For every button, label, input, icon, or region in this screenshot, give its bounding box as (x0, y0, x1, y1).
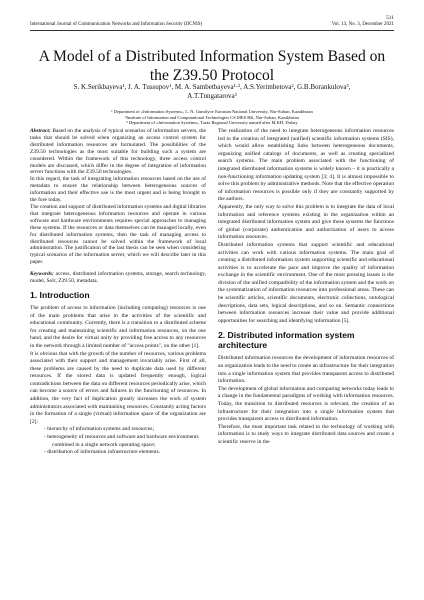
abstract-paragraph: In this regard, the task of integrating information resources based on the use of metadata to ensure the relationship between heterogeneous sources of information and their effective use is the most urgent and is being brought to the fore today. (30, 176, 206, 204)
section-heading-introduction: 1. Introduction (30, 289, 90, 300)
body-paragraph: Therefore, the most important task related to the technology of working with information is to study ways to integrate distributed data sources and create a scientific reserve in the (218, 423, 394, 445)
journal-name: International Journal of Communication Networks and Information Security (IJCNIS) (30, 22, 203, 27)
body-paragraph: Distributed information systems that support scientific and educational activities can work with various information systems. The main goal of creating a distributed information system supporting scientific and educational activities is to accelerate the pace and improve the quality of information exchange in the scientific environment. One of the most pressing issues is the division of the unified compatibility of the information system and the work on the systematization of information resources into professional areas. These can be scientific articles, scientific documents, electronic collections, ontological descriptions, data sets, logical descriptions, and so on. Semantic connections between information resources increase their value and provide additional opportunities for searching and identifying information [5]. (218, 241, 394, 324)
keywords (30, 271, 206, 285)
abstract-paragraph: The creation and support of distributed information systems and digital libraries that integrate heterogeneous information resources and operate in various software and hardware environments requires special approaches to managing these systems. If the resources or data themselves can be managed locally, even for distributed information systems, then the task of managing access to distributed resources cannot be solved within the framework of local administration. The justification of the last thesis can be seen when considering typical scenarios of the information server, which we will describe later in this paper. (30, 203, 206, 266)
affiliation: ²Institute of Information and Computational Technologies CS MES RK, Nur-Sultan, Kazakhstan (125, 114, 299, 120)
keywords-text: access, distributed information systems, storage, search technology, model, Solr, Z39.50, metadata. (30, 271, 206, 285)
body-paragraph: The realization of the need to integrate heterogeneous information resources led to the creation of integrated (unified) scientific information systems (SIS), which would allow establishing links between heterogeneous documents, organizing unified catalogs of documents, as well as creating specialized search systems. The main problem associated with the functioning of integrated distributed information systems is widely known – it is practically a non-functioning information updating system [3; 4]. It is almost impossible to solve this problem by administrative methods. Note that the effective operation of information resources is possible only if they are constantly supported by the authors. (218, 128, 394, 203)
affiliation: ³ Department of «Information Systems», Taraz Regional University named after M.KH. Dulaty (126, 120, 298, 126)
abstract-label: Abstract: (30, 128, 51, 134)
list-item: - hierarchy of information systems and resources; (44, 426, 154, 433)
section-heading-architecture: 2. Distributed information system architecture (218, 330, 355, 351)
abstract-text: Based on the analysis of typical scenarios of information servers, the tasks that should be solved when organizing an access control system for distributed information resources are formulated. The possibilities of the Z39.50 technologies as the most suitable for building such a system are considered. Within the framework of this technology, three access control models are discussed, which differ in the degree of integration of information server functions with the Z39.50 technologies. (30, 128, 206, 176)
right-column (218, 128, 394, 447)
abstract (30, 128, 206, 176)
left-column (30, 128, 206, 457)
bullet-list (30, 426, 206, 456)
list-item: - heterogeneity of resources and software and hardware environments combined in a single network operating space; (44, 434, 199, 448)
body-paragraph: The problem of access to information (including computing) resources is one of the main problems that arise in the activities of the scientific and educational community. Currently, there is a transition to a distributed scheme for creating and maintaining scientific and information resources, on the one hand, and the desire for virtual unity by providing free access to any resources in the network through a limited number of "access points", on the other [1]. (30, 304, 206, 349)
author-line: A.T.Tungatarova³ (187, 92, 237, 101)
body-paragraph: It is obvious that with the growth of the number of resources, various problems associated with their support and management invariably arise. First of all, these problems are caused by the need to duplicate data used by different resources. If the stored data is updated frequently enough, logical contradictions between the data on different resources periodically arise, which can become a source of errors and failures in the functioning of resources. In addition, the very fact of duplication greatly increases the work of system administrators associated with maintaining resources. Constantly acting factors in the formation of a single (virtual) information space of the organization are [2]: (30, 350, 206, 425)
body-paragraph: Apparently, the only way to solve this problem is to integrate the data of local information and reference systems existing in the organization within an integrated distributed information system and give these systems the functions of global (corporate) authentication and authorization of users to access information resources. (218, 203, 394, 241)
body-paragraph: The development of global information and computing networks today leads to a change in the fundamental paradigms of working with information resources. Today, the transition to distributed resources is relevant, the creation of an infrastructure for their integration into a single information system that provides transparent access to distributed information. (218, 385, 394, 423)
author-line: S. K.Serikbayeva¹, J. A. Tussupov¹, M. A. Sambetbayeva¹·², A.S.Yerimbetova², G.B.Borankulova³, (73, 83, 351, 91)
affiliation-list (30, 109, 394, 126)
running-header (30, 22, 394, 27)
page-number: 511 (386, 15, 394, 21)
header-rule (30, 30, 394, 31)
affiliation: ¹ Department of «Information Systems», L. N. Gumilyov Eurasian National University, Nur-Sultan, Kazakhstan (111, 109, 313, 114)
keywords-label: Keywords: (30, 271, 54, 278)
body-paragraph: Distributed information resources the development of information resources of an organization leads to the need to create an infrastructure for their integration into a single information system that provides transparent access to distributed information. (218, 355, 394, 385)
list-item: - distribution of information infrastructure elements. (44, 449, 161, 456)
author-list (30, 83, 394, 101)
journal-volume: Vol. 13, No. 3, December 2021 (331, 22, 394, 27)
paper-title: A Model of a Distributed Information System Based on the Z39.50 Protocol (38, 48, 386, 85)
